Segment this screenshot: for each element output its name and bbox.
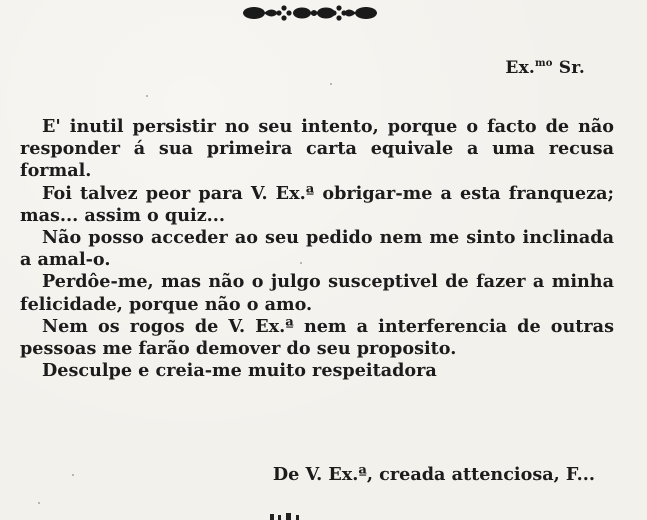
letter-body [20,116,614,382]
paper-speck [72,474,74,476]
signoff: De V. Ex.ª, creada attenciosa, F... [272,464,595,485]
paper-speck [330,83,332,85]
paragraph: Desculpe e creia-me muito respeitadora [42,360,437,382]
cropped-text-fragment [268,510,312,520]
paragraph: Não posso acceder ao seu pedido nem me sinto inclinada a amal-o. [20,227,614,271]
paper-speck [146,95,148,97]
paragraph: Nem os rogos de V. Ex.ª nem a interferencia de outras pessoas me farão demover do seu proposito. [20,315,614,360]
paragraph: Perdôe-me, mas não o julgo susceptivel de fazer a minha felicidade, porque não o amo. [20,271,614,315]
paper-speck [300,262,302,264]
paragraph: Foi talvez peor para V. Ex.ª obrigar-me a esta franqueza; mas... assim o quiz... [20,182,614,226]
paper-speck [38,502,40,504]
paragraph: E' inutil persistir no seu intento, porque o facto de não responder á sua primeira carta equivale a uma recusa formal. [20,116,614,182]
salutation: Ex.$^{mo}$ Sr. [505,58,585,78]
floral-ornament-icon [240,2,380,24]
